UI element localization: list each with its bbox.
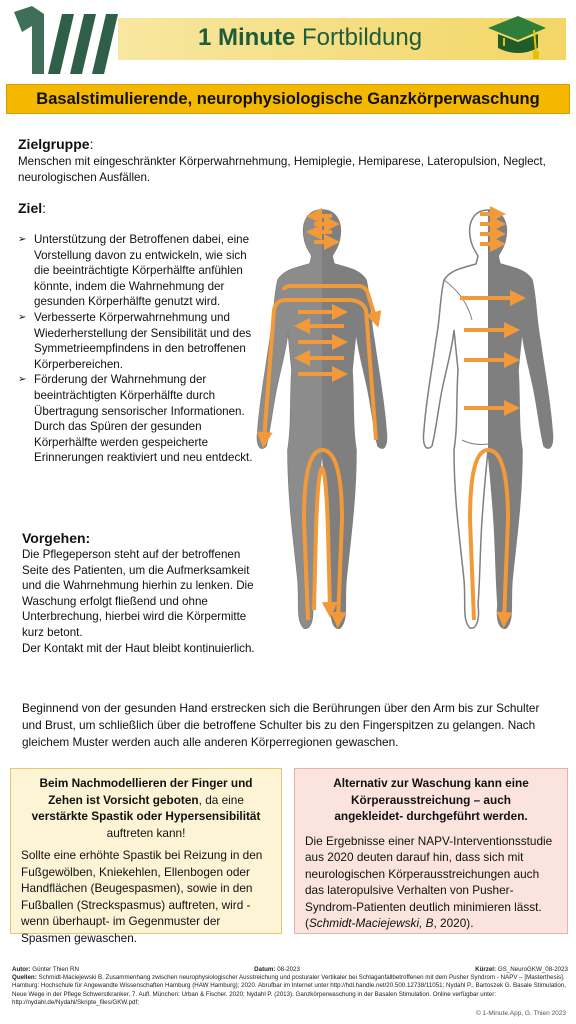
footer-datum-value: 08-2023 [277, 966, 300, 973]
arrow-bullet-icon: ➢ [18, 374, 27, 386]
warning-text: Sollte eine erhöhte Spastik bei Reizung in den Fußgewölben, Kniekehlen, Ellenbogen oder Handflächen (Beugespasmen), sowie in den Fußballen (Streckspasmus) auftreten, wird -wenn überhaupt- im Gegenmuster der Spasmen gewaschen. [21, 848, 263, 945]
vorgehen-line: Der Kontakt mit der Haut bleibt kontinuierlich. [22, 641, 255, 655]
footer-autor-label: Autor: [12, 966, 31, 973]
alternative-title: Alternativ zur Waschung kann eine Körperausstreichung – auch angekleidet- durchgeführt werden. [333, 776, 529, 823]
header [0, 0, 576, 78]
ziel-item [18, 310, 264, 372]
back-figure [423, 210, 552, 628]
footer-sources-text: Schmidt-Maciejewski B. Zusammenhang zwischen neurophysiologischer Ausstreichung und posturaler Vertikaler bei Schlaganfallbetroffenen mit dem Pusher Syndrom - NAPV – [Masterthesis]. Hamburg: Hochschule für Angewandte Wissenschaften Hamburg (HAW Hamburg); 2020. Abrufbar im Internet unter http://hdl.handle.net/20.500.12738/11051; Nydahl P., Bartoszek G. Basale Stimulation, Neue Wege in der Pflege Schwerstkranker. 7. Aufl. München: Urban & Fischer. 2020; Nydahl P. (2013). Ganzkörperwaschung in der Basalen Stimulation. Online verfügbar unter: http://nydahl.de/Nydahl/Skripte_files/GKW.pdf; [12, 974, 566, 1006]
vorgehen-heading: Vorgehen: [22, 530, 91, 546]
footer-kuerzel-value: GS_NeuroGKW_08-2023 [497, 966, 568, 973]
app-title-bold: 1 Minute [197, 24, 296, 51]
subtitle-bar [6, 84, 570, 114]
zielgruppe-text: Menschen mit eingeschränkter Körperwahrnehmung, Hemiplegie, Hemiparese, Lateropulsion, Neglect, neurologischen Ausfällen. [18, 155, 546, 184]
front-figure [257, 210, 386, 628]
footer-meta-row [12, 966, 568, 974]
body-diagram [248, 200, 570, 645]
alternative-box [294, 768, 568, 934]
ziel-heading [18, 200, 46, 216]
ziel-item-text: Förderung der Wahrnehmung der beeinträchtigten Körperhälfte durch Übertragung sensorischer Informationen. Durch das Spüren der gesunden Körperhälfte werden gespeicherte Erinnerungen reaktiviert und neu entdeckt. [34, 373, 253, 465]
vorgehen-line: Die Pflegeperson steht auf der betroffenen Seite des Patienten, um die Aufmerksamkeit und die Wahrnehmung hierhin zu lenken. Die Waschung erfolgt fließend und ohne Unterbrechung, hierbei wird die Körpermitte kurz betont. [22, 548, 254, 639]
app-title [150, 24, 470, 52]
alternative-text [305, 833, 557, 932]
zielgruppe-heading [18, 136, 93, 152]
zielgruppe-heading-text: Zielgruppe [18, 136, 90, 152]
arrow-bullet-icon: ➢ [18, 311, 27, 323]
footer-kuerzel-label: Kürzel: [475, 966, 497, 973]
alternative-text-main: Die Ergebnisse einer NAPV-Interventionsstudie aus 2020 deuten darauf hin, dass sich mit neurologischen Körperausstreichungen auch das lateropulsive Verhalten von Pusher-Syndrom-Patienten deutlich minimieren lässt. ( [305, 833, 553, 930]
ziel-heading-text: Ziel [18, 200, 43, 216]
ziel-item [18, 232, 264, 310]
vorgehen-text [22, 547, 264, 656]
ziel-heading-colon: : [42, 200, 47, 216]
graduation-cap-icon [484, 8, 548, 64]
ziel-item [18, 372, 264, 466]
ziel-item-text: Unterstützung der Betroffenen dabei, eine Vorstellung davon zu entwickeln, wie sich die beeinträchtigte Körperhälfte anfühlen könnte, indem die Wahrnehmung der gesunden Körperhälfte genutzt wird. [34, 233, 250, 309]
footer-autor [12, 966, 79, 974]
footer-datum-label: Datum: [254, 966, 276, 973]
warning-title-part1: Beim Nachmodellieren der Finger und Zehen ist Vorsicht geboten [39, 776, 253, 807]
ziel-item-text: Verbesserte Körperwahrnehmung und Wiederherstellung der Sensibilität und des Symmetrieempfindens in den betroffenen Körperbereichen. [34, 310, 252, 371]
warning-title [21, 775, 271, 841]
subtitle: Basalstimulierende, neurophysiologische Ganzkörperwaschung [36, 89, 540, 108]
app-title-rest: Fortbildung [295, 24, 423, 51]
copyright: © 1-Minute.App, G. Thien 2023 [476, 1010, 566, 1017]
warning-title-part2: , da eine [198, 792, 244, 807]
warning-title-part4: auftreten kann! [106, 825, 186, 840]
footer-datum [254, 966, 300, 974]
arrow-bullet-icon: ➢ [18, 234, 27, 245]
footer [12, 966, 568, 1007]
warning-box [10, 768, 282, 945]
footer-autor-value: Günter Thien RN [32, 966, 79, 973]
zielgruppe-heading-colon: : [89, 136, 94, 152]
warning-title-part3: verstärkte Spastik oder Hypersensibilität [31, 809, 261, 823]
alternative-citation: Schmidt-Maciejewski, B [308, 916, 434, 930]
footer-sources [12, 974, 568, 1007]
logo-icon [10, 4, 120, 76]
alternative-text-end: , 2020). [433, 916, 474, 930]
description-paragraph: Beginnend von der gesunden Hand erstrecken sich die Berührungen über den Arm bis zur Schulter und Brust, um schließlich über die betroffene Schulter bis zu den Fingerspitzen zu gelangen. Nach gleichem Muster werden auch alle anderen Körperregionen gewaschen. [22, 701, 540, 749]
footer-sources-label: Quellen: [12, 974, 37, 982]
footer-kuerzel [475, 966, 568, 974]
ziel-list [18, 232, 264, 466]
